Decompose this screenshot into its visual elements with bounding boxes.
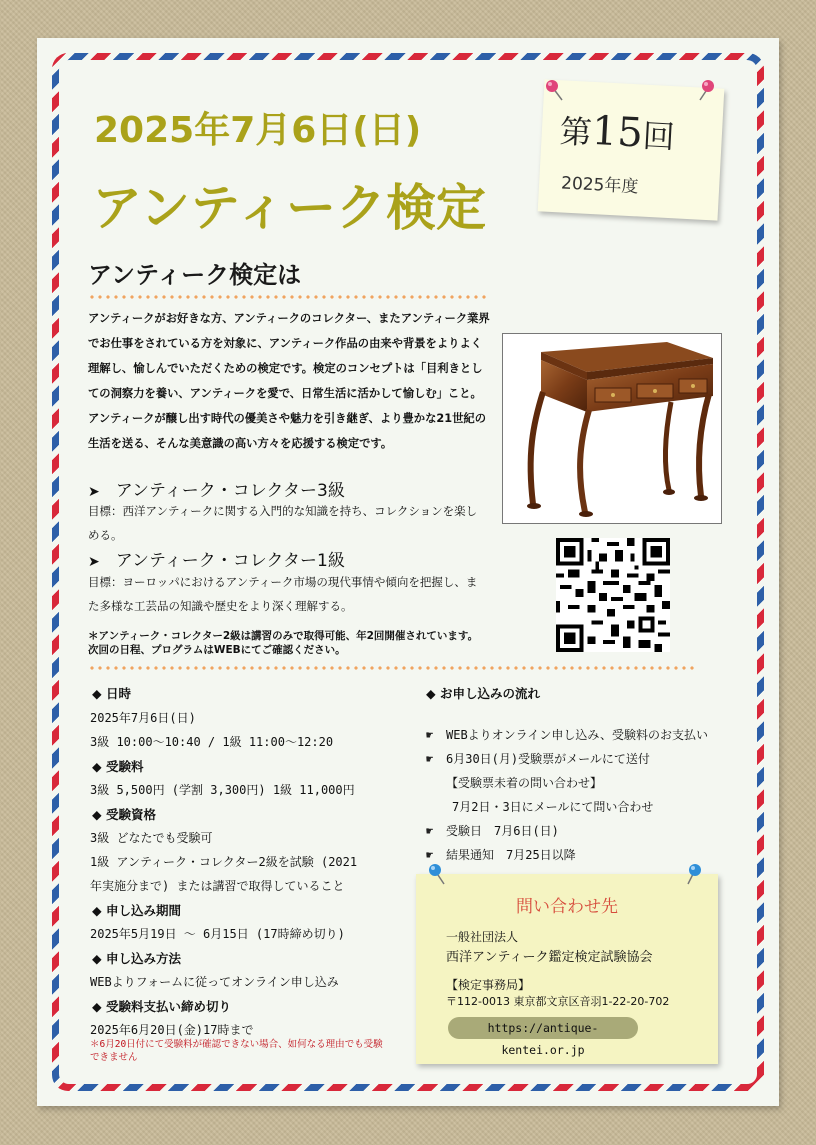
- flow-heading: ◆ お申し込みの流れ: [426, 686, 540, 701]
- payment-deadline-heading: ◆ 受験料支払い締め切り: [92, 999, 231, 1014]
- org-name: 西洋アンティーク鑑定検定試験協会: [446, 950, 653, 965]
- office-label: 【検定事務局】: [446, 978, 531, 992]
- pushpin-icon: [680, 860, 708, 888]
- edition-label: 第15回: [558, 107, 676, 157]
- level-3-title: ➤ アンティーク・コレクター3級: [88, 481, 345, 501]
- pushpin-icon: [424, 860, 452, 888]
- dotted-divider: [88, 666, 694, 670]
- level-3-description: 目標：西洋アンティークに関する入門的な知識を持ち、コレクションを楽しめる。: [88, 504, 478, 542]
- qualification-value-1: 3級 どなたでも受験可: [90, 831, 213, 845]
- flow-step: ☛ WEBよりオンライン申し込み、受験料のお支払い: [426, 728, 709, 742]
- exam-date-title: 2025年7月6日(日): [94, 110, 422, 151]
- payment-warning-note: ＊6月20日付にて受験料が確認できない場合、如何なる理由でも受験できません: [90, 1039, 383, 1063]
- arrow-bullet-icon: ➤: [88, 484, 100, 500]
- time-value: 3級 10:00〜10:40 / 1級 11:00〜12:20: [90, 735, 334, 749]
- date-heading: ◆ 日時: [92, 686, 131, 701]
- flow-step-note: 【受験票未着の問い合わせ】: [446, 776, 603, 790]
- about-intro-text: アンティークがお好きな方、アンティークのコレクター、またアンティーク業界でお仕事をされている方を対象に、アンティーク作品の由来や背景をよりよく理解し、愉しんでいただくための検定です。検定のコンセプトは「目利きとしての洞察力を養い、アンティークを愛で、日常生活に活かして愉しむ」こと。アンティークが醸し出す時代の優美さや魅力を引き継ぎ、より豊かな21世紀の生活を送る、そんな美意識の高い方々を応援する検定です。: [88, 312, 490, 450]
- level-2-note: ＊アンティーク・コレクター2級は講習のみで取得可能、年2回開催されています。 次回の日程、プログラムはWEBにてご確認ください。: [88, 630, 479, 656]
- level-1-title: ➤ アンティーク・コレクター1級: [88, 551, 345, 571]
- flow-step: ☛ 受験日 7月6日(日): [426, 824, 559, 838]
- method-value: WEBよりフォームに従ってオンライン申し込み: [90, 975, 339, 989]
- qr-code[interactable]: [556, 538, 670, 652]
- pointing-hand-icon: ☛: [426, 728, 434, 742]
- qualification-value-3: 年実施分まで) または講習で取得していること: [90, 879, 345, 893]
- pointing-hand-icon: ☛: [426, 848, 434, 862]
- period-value: 2025年5月19日 〜 6月15日 (17時締め切り): [90, 927, 345, 941]
- flow-step-note: 7月2日・3日にメールにて問い合わせ: [452, 800, 654, 814]
- pointing-hand-icon: ☛: [426, 752, 434, 766]
- office-address: 〒112-0013 東京都文京区音羽1-22-20-702: [446, 995, 670, 1008]
- fee-heading: ◆ 受験料: [92, 759, 144, 774]
- qualification-heading: ◆ 受験資格: [92, 807, 156, 822]
- flow-step: ☛ 6月30日(月)受験票がメールにて送付: [426, 752, 650, 766]
- page-title: アンティーク検定: [92, 179, 486, 237]
- pushpin-icon: [690, 76, 718, 104]
- fee-value: 3級 5,500円 (学割 3,300円) 1級 11,000円: [90, 783, 355, 797]
- payment-deadline-value: 2025年6月20日(金)17時まで: [90, 1023, 254, 1037]
- pushpin-icon: [544, 76, 572, 104]
- flow-step: ☛ 結果通知 7月25日以降: [426, 848, 576, 862]
- period-heading: ◆ 申し込み期間: [92, 903, 181, 918]
- level-1-description: 目標：ヨーロッパにおけるアンティーク市場の現代事情や傾向を把握し、また多様な工芸品の知識や歴史をより深く理解する。: [88, 575, 478, 613]
- edition-year: 2025年度: [560, 173, 639, 198]
- dotted-divider: [88, 295, 488, 299]
- qualification-value-2: 1級 アンティーク・コレクター2級を試験 (2021: [90, 855, 358, 869]
- contact-title: 問い合わせ先: [516, 897, 618, 917]
- date-value: 2025年7月6日(日): [90, 711, 196, 725]
- arrow-bullet-icon: ➤: [88, 554, 100, 570]
- antique-table-photo: [502, 333, 722, 524]
- pointing-hand-icon: ☛: [426, 824, 434, 838]
- method-heading: ◆ 申し込み方法: [92, 951, 181, 966]
- website-link[interactable]: https://antique-kentei.or.jp: [448, 1017, 638, 1039]
- org-type: 一般社団法人: [446, 930, 519, 944]
- about-heading: アンティーク検定は: [88, 261, 302, 289]
